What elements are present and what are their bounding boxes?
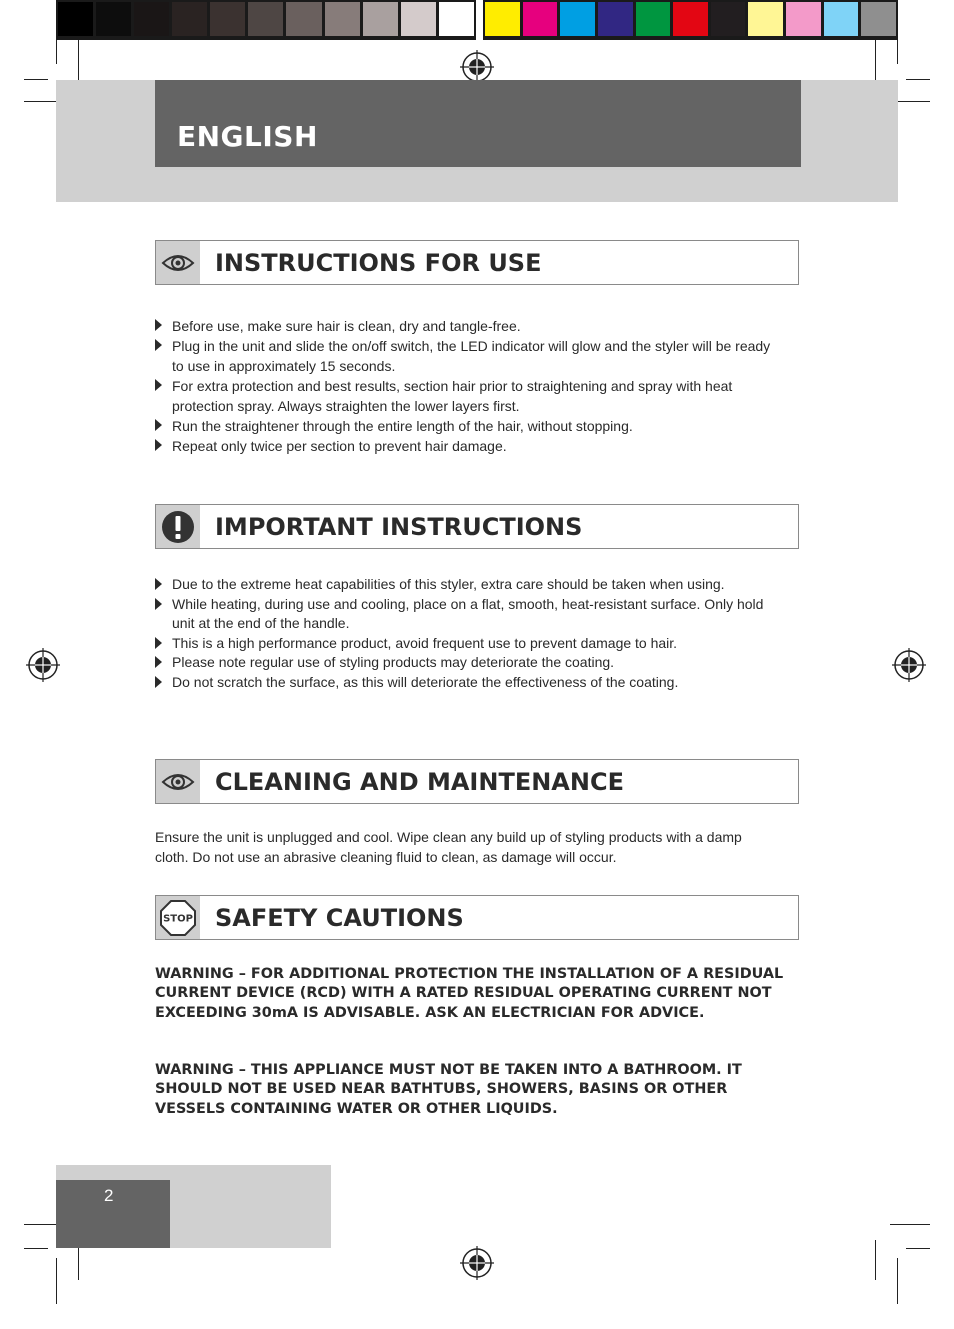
list-item: Repeat only twice per section to prevent hair damage. [155, 436, 775, 456]
color-swatch [636, 2, 671, 36]
crop-mark [56, 1258, 57, 1304]
color-swatch [523, 2, 558, 36]
triangle-bullet-icon [155, 419, 162, 431]
color-swatch [786, 2, 821, 36]
color-swatch [325, 2, 360, 36]
triangle-bullet-icon [155, 379, 162, 391]
section-header-use [155, 240, 799, 285]
list-item: Do not scratch the surface, as this will deteriorate the effectiveness of the coating. [155, 673, 775, 693]
color-swatch [861, 2, 896, 36]
cleaning-text: Ensure the unit is unplugged and cool. Wipe clean any build up of styling products with a damp cloth. Do not use an abrasive cleaning fluid to clean, as damage will occur. [155, 829, 742, 865]
color-swatch [210, 2, 245, 36]
color-swatch [824, 2, 859, 36]
color-swatch [401, 2, 436, 36]
list-item: While heating, during use and cooling, place on a flat, smooth, heat-resistant surface. Only hold unit at the end of the handle. [155, 595, 775, 634]
crop-mark [906, 1248, 930, 1249]
triangle-bullet-icon [155, 637, 162, 649]
eye-icon [161, 252, 195, 274]
triangle-bullet-icon [155, 656, 162, 668]
triangle-bullet-icon [155, 676, 162, 688]
section-header-cleaning [155, 759, 799, 804]
triangle-bullet-icon [155, 339, 162, 351]
section-icon-box [156, 505, 200, 548]
section-icon-box [156, 241, 200, 284]
important-list [155, 575, 775, 692]
crop-mark [897, 1258, 898, 1304]
section-header-safety [155, 895, 799, 940]
triangle-bullet-icon [155, 578, 162, 590]
color-swatch [172, 2, 207, 36]
list-item: Due to the extreme heat capabilities of this styler, extra care should be taken when using. [155, 575, 775, 595]
color-swatch [748, 2, 783, 36]
crop-mark [875, 1240, 876, 1280]
color-swatch [134, 2, 169, 36]
color-swatch [58, 2, 93, 36]
color-swatch [439, 2, 474, 36]
svg-text:STOP: STOP [163, 913, 193, 924]
registration-mark-icon [892, 648, 926, 682]
color-swatch [96, 2, 131, 36]
list-item: Plug in the unit and slide the on/off switch, the LED indicator will glow and the styler will be ready to use in approximately 15 seconds. [155, 336, 775, 376]
eye-icon [161, 771, 195, 793]
crop-mark [906, 79, 930, 80]
section-icon-box [156, 760, 200, 803]
crop-mark [897, 40, 898, 64]
page-title: ENGLISH [177, 120, 318, 153]
page-number: 2 [104, 1186, 114, 1205]
section-icon-box [156, 896, 200, 939]
list-item: This is a high performance product, avoid frequent use to prevent damage to hair. [155, 634, 775, 654]
color-swatch [286, 2, 321, 36]
registration-mark-icon [26, 648, 60, 682]
list-item: For extra protection and best results, section hair prior to straightening and spray with heat protection spray. Always straighten the lower layers first. [155, 376, 775, 416]
exclamation-icon [161, 510, 195, 544]
registration-mark-icon [460, 1246, 494, 1280]
color-bar-gray [56, 0, 476, 40]
list-item: Before use, make sure hair is clean, dry and tangle-free. [155, 316, 775, 336]
triangle-bullet-icon [155, 598, 162, 610]
color-swatch [248, 2, 283, 36]
color-swatch [598, 2, 633, 36]
crop-mark [56, 40, 57, 64]
triangle-bullet-icon [155, 439, 162, 451]
section-title: SAFETY CAUTIONS [215, 904, 464, 932]
use-list [155, 316, 775, 456]
list-item: Run the straightener through the entire length of the hair, without stopping. [155, 416, 775, 436]
color-swatch [560, 2, 595, 36]
crop-mark [24, 79, 48, 80]
crop-mark [24, 1248, 48, 1249]
page-number-box [56, 1180, 170, 1248]
color-swatch [485, 2, 520, 36]
stop-sign-icon [160, 900, 196, 936]
section-title: INSTRUCTIONS FOR USE [215, 249, 542, 277]
color-swatch [711, 2, 746, 36]
registration-mark-icon [460, 50, 494, 84]
color-swatch [673, 2, 708, 36]
triangle-bullet-icon [155, 319, 162, 331]
color-swatch [363, 2, 398, 36]
crop-mark [890, 1224, 930, 1225]
section-title: CLEANING AND MAINTENANCE [215, 768, 624, 796]
section-title: IMPORTANT INSTRUCTIONS [215, 513, 583, 541]
list-item: Please note regular use of styling products may deteriorate the coating. [155, 653, 775, 673]
warning-rcd: WARNING – FOR ADDITIONAL PROTECTION THE INSTALLATION OF A RESIDUAL CURRENT DEVICE (RCD) WITH A RATED RESIDUAL OPERATING CURRENT NOT EXCEEDING 30mA IS ADVISABLE. ASK AN ELECTRICIAN FOR ADVICE. [155, 966, 784, 1021]
section-header-important [155, 504, 799, 549]
warning-bathroom: WARNING – THIS APPLIANCE MUST NOT BE TAKEN INTO A BATHROOM. IT SHOULD NOT BE USED NEAR BATHTUBS, SHOWERS, BASINS OR OTHER VESSELS CONTAINING WATER OR OTHER LIQUIDS. [155, 1062, 742, 1117]
header-title-bar [155, 80, 801, 167]
color-bar-color [483, 0, 898, 40]
